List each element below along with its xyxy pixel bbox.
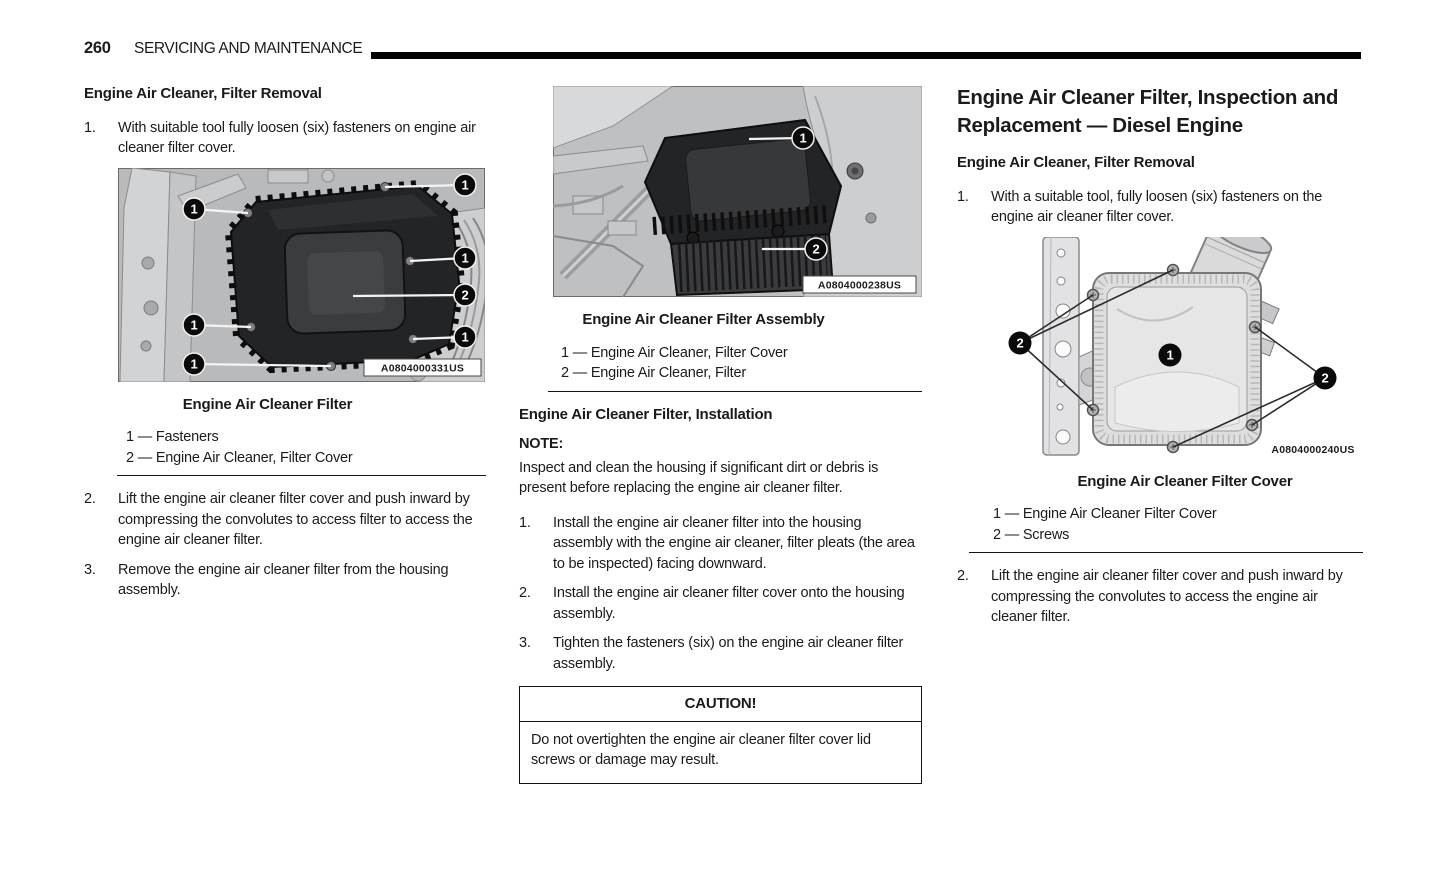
svg-text:2: 2 [812, 241, 820, 257]
mid-step-3 [519, 633, 922, 674]
legend-item: 1 — Fasteners [126, 429, 219, 445]
right-subheading: Engine Air Cleaner, Filter Removal [957, 154, 1195, 171]
air-cleaner-assembly-shape [645, 120, 841, 295]
step-number: 2. [957, 568, 969, 584]
note-label: NOTE: [519, 436, 564, 452]
svg-text:1: 1 [461, 250, 469, 265]
step-text: With suitable tool fully loosen (six) fasteners on engine air cleaner filter cover. [118, 119, 476, 156]
figure-engine-air-cleaner-filter-cover [1005, 237, 1365, 459]
figure-legend [561, 343, 922, 384]
svg-text:1: 1 [190, 356, 198, 371]
figure-engine-air-cleaner-assembly [553, 86, 922, 297]
step-text: With a suitable tool, fully loosen (six) fasteners on the engine air cleaner filter cover. [991, 188, 1323, 225]
legend-item: 1 — Engine Air Cleaner, Filter Cover [561, 344, 788, 361]
figure-caption: Engine Air Cleaner Filter Cover [1077, 472, 1293, 490]
step-text: Lift the engine air cleaner filter cover and push inward by compressing the convolutes to access the engine air cleaner filter. [991, 568, 1343, 625]
note-text: Inspect and clean the housing if significant dirt or debris is present before replacing the engine air cleaner filter. [519, 459, 879, 496]
left-step-2 [84, 489, 486, 551]
right-step-1 [957, 187, 1363, 228]
step-number: 1. [84, 119, 96, 136]
header-rule [371, 52, 1361, 59]
step-number: 1. [957, 188, 969, 205]
caution-title: CAUTION! [520, 687, 921, 722]
caution-box [519, 686, 922, 784]
legend-item: 2 — Screws [993, 526, 1070, 543]
svg-text:1: 1 [461, 329, 469, 344]
column-middle [519, 86, 922, 784]
svg-text:2: 2 [461, 287, 469, 302]
svg-text:A0804000238US: A0804000238US [817, 279, 902, 292]
step-text: Remove the engine air cleaner filter from the housing assembly. [118, 561, 449, 598]
installation-heading: Engine Air Cleaner Filter, Installation [519, 405, 773, 423]
right-step-2 [957, 566, 1363, 628]
step-number: 3. [84, 561, 96, 578]
legend-rule [548, 391, 922, 392]
svg-text:1: 1 [190, 317, 198, 332]
step-number: 1. [519, 514, 531, 531]
column-left [84, 84, 486, 610]
svg-text:1: 1 [190, 201, 198, 216]
step-number: 2. [519, 585, 531, 601]
caution-text: Do not overtighten the engine air cleaner filter cover lid screws or damage may result. [531, 731, 871, 768]
step-text: Lift the engine air cleaner filter cover and push inward by compressing the convolutes to access filter to access the engine air cleaner filter. [118, 491, 473, 548]
figure-caption: Engine Air Cleaner Filter Assembly [582, 311, 825, 328]
svg-text:A0804000331US: A0804000331US [380, 362, 465, 374]
filter-cover-illustration [1005, 237, 1365, 459]
figure-id-label [803, 276, 916, 293]
step-number: 3. [519, 635, 531, 651]
right-main-heading: Engine Air Cleaner Filter, Inspection and Replacement — Diesel Engine [957, 86, 1339, 137]
air-cleaner-cover-shape [231, 186, 459, 367]
legend-item: 1 — Engine Air Cleaner Filter Cover [993, 506, 1217, 522]
page-number: 260 [84, 39, 111, 57]
engine-bay-illustration [118, 168, 485, 382]
figure-legend [126, 427, 486, 468]
figure-engine-air-cleaner-filter [118, 168, 485, 382]
figure-id-label: A0804000240US [1271, 443, 1355, 456]
step-text: Tighten the fasteners (six) on the engine air cleaner filter assembly. [553, 635, 904, 672]
legend-item: 2 — Engine Air Cleaner, Filter [561, 365, 747, 381]
figure-id-label [364, 359, 481, 376]
legend-rule [117, 475, 486, 476]
step-number: 2. [84, 491, 96, 507]
svg-text:2: 2 [1016, 335, 1024, 350]
legend-item: 2 — Engine Air Cleaner, Filter Cover [126, 449, 353, 466]
figure-caption: Engine Air Cleaner Filter [182, 395, 353, 413]
legend-rule [969, 552, 1363, 553]
figure-legend [993, 504, 1363, 545]
svg-text:1: 1 [1166, 347, 1174, 362]
engine-bay-illustration [553, 86, 922, 297]
mid-step-1 [519, 513, 922, 575]
left-step-1 [84, 118, 486, 159]
step-text: Install the engine air cleaner filter into the housing assembly with the engine air cleaner, filter pleats (the area to be inspected) facing downward. [553, 514, 915, 572]
svg-text:2: 2 [1321, 370, 1329, 385]
section-title: SERVICING AND MAINTENANCE [134, 40, 363, 57]
svg-text:1: 1 [799, 130, 807, 146]
left-heading: Engine Air Cleaner, Filter Removal [84, 85, 322, 102]
left-step-3 [84, 560, 486, 601]
svg-text:1: 1 [461, 177, 469, 192]
mid-step-2 [519, 583, 922, 624]
column-right [957, 84, 1363, 637]
step-text: Install the engine air cleaner filter cover onto the housing assembly. [553, 585, 905, 622]
